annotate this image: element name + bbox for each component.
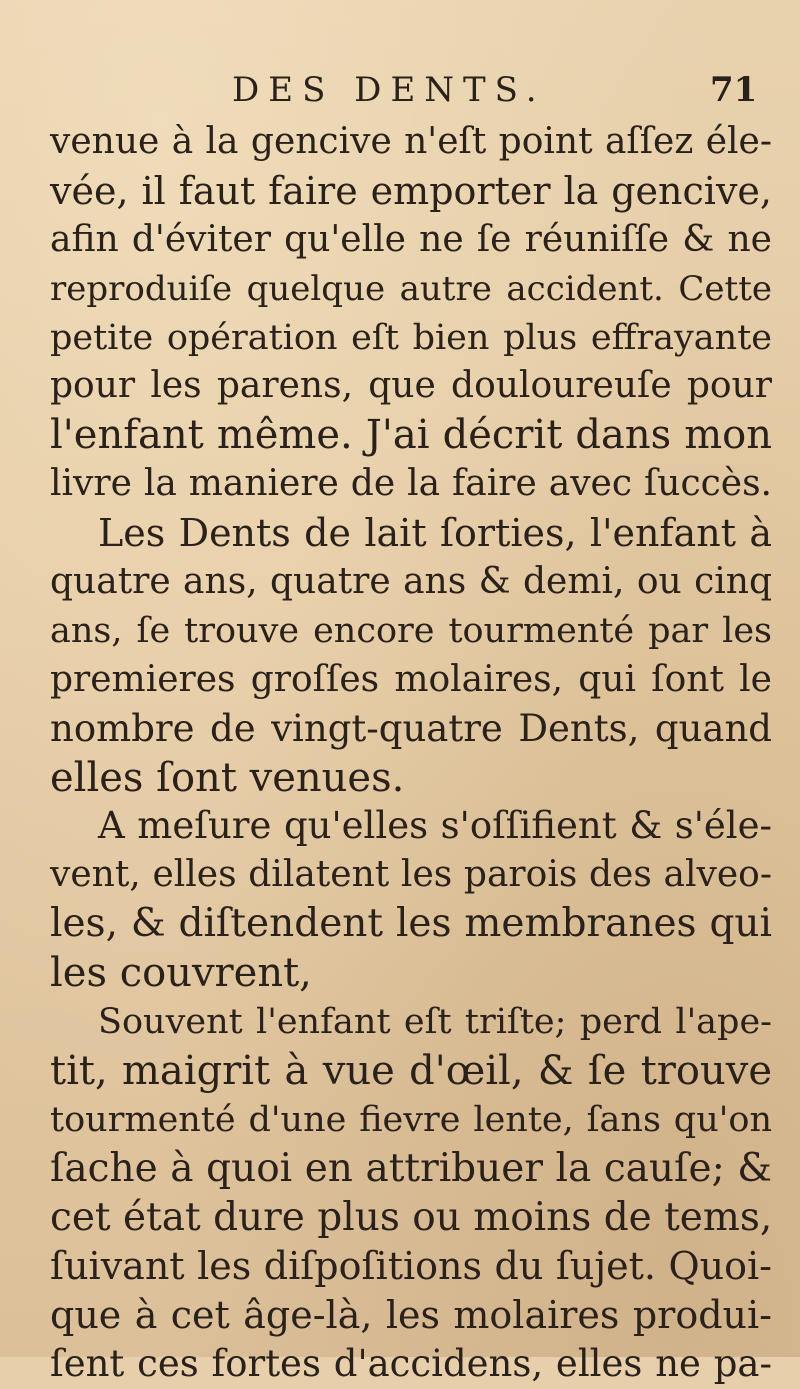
paragraph-start-line: Les Dents de lait ſorties, l'enfant à — [98, 511, 772, 556]
text-line: cet état dure plus ou moins de tems, — [50, 1194, 773, 1240]
text-line: ſache à quoi en attribuer la cauſe; & — [50, 1145, 772, 1191]
paragraph-start-line: Souvent l'enfant eſt triſte; perd l'ape- — [98, 1002, 772, 1043]
text-line: ſuivant les diſpoſitions du ſujet. Quoi- — [50, 1244, 772, 1289]
text-line: les, & diſtendent les membranes qui — [50, 901, 772, 947]
paragraph-start-line: A meſure qu'elles s'oſſifient & s'éle- — [98, 804, 772, 848]
text-line: tit, maigrit à vue d'œil, & ſe trouve — [50, 1047, 772, 1094]
text-line: livre la maniere de la faire avec ſuccès. — [50, 463, 772, 505]
running-title: DES DENTS. — [232, 70, 546, 110]
text-line: vée, il faut faire emporter la gencive, — [50, 168, 772, 213]
text-line: venue à la gencive n'eſt point aſſez éle- — [50, 121, 772, 162]
text-line: ans, ſe trouve encore tourmenté par les — [50, 610, 772, 651]
text-line: vent, elles dilatent les parois des alveo- — [50, 854, 772, 896]
body-text — [50, 118, 772, 1389]
text-line: l'enfant même. J'ai décrit dans mon — [50, 412, 772, 459]
text-line: premieres groſſes molaires, qui ſont le — [50, 658, 772, 700]
paragraph-end-line: elles ſont venues. — [50, 754, 405, 801]
text-line: nombre de vingt-quatre Dents, quand — [50, 706, 772, 750]
text-line: tourmenté d'une fievre lente, ſans qu'on — [50, 1099, 772, 1140]
page-number: 71 — [710, 70, 758, 110]
text-line: afin d'éviter qu'elle ne ſe réuniſſe & ne — [50, 218, 772, 260]
paragraph-end-line: les couvrent, — [50, 950, 312, 997]
page-header — [0, 70, 800, 114]
text-line: quatre ans, quatre ans & demi, ou cinq — [50, 561, 772, 603]
text-line: petite opération eſt bien plus effrayante — [50, 317, 772, 358]
text-line: ſent ces fortes d'accidens, elles ne pa- — [50, 1342, 772, 1386]
text-line: que à cet âge-là, les molaires produi- — [50, 1293, 772, 1338]
text-line: pour les parens, que douloureuſe pour — [50, 365, 772, 407]
text-line: reproduiſe quelque autre accident. Cette — [50, 268, 772, 309]
